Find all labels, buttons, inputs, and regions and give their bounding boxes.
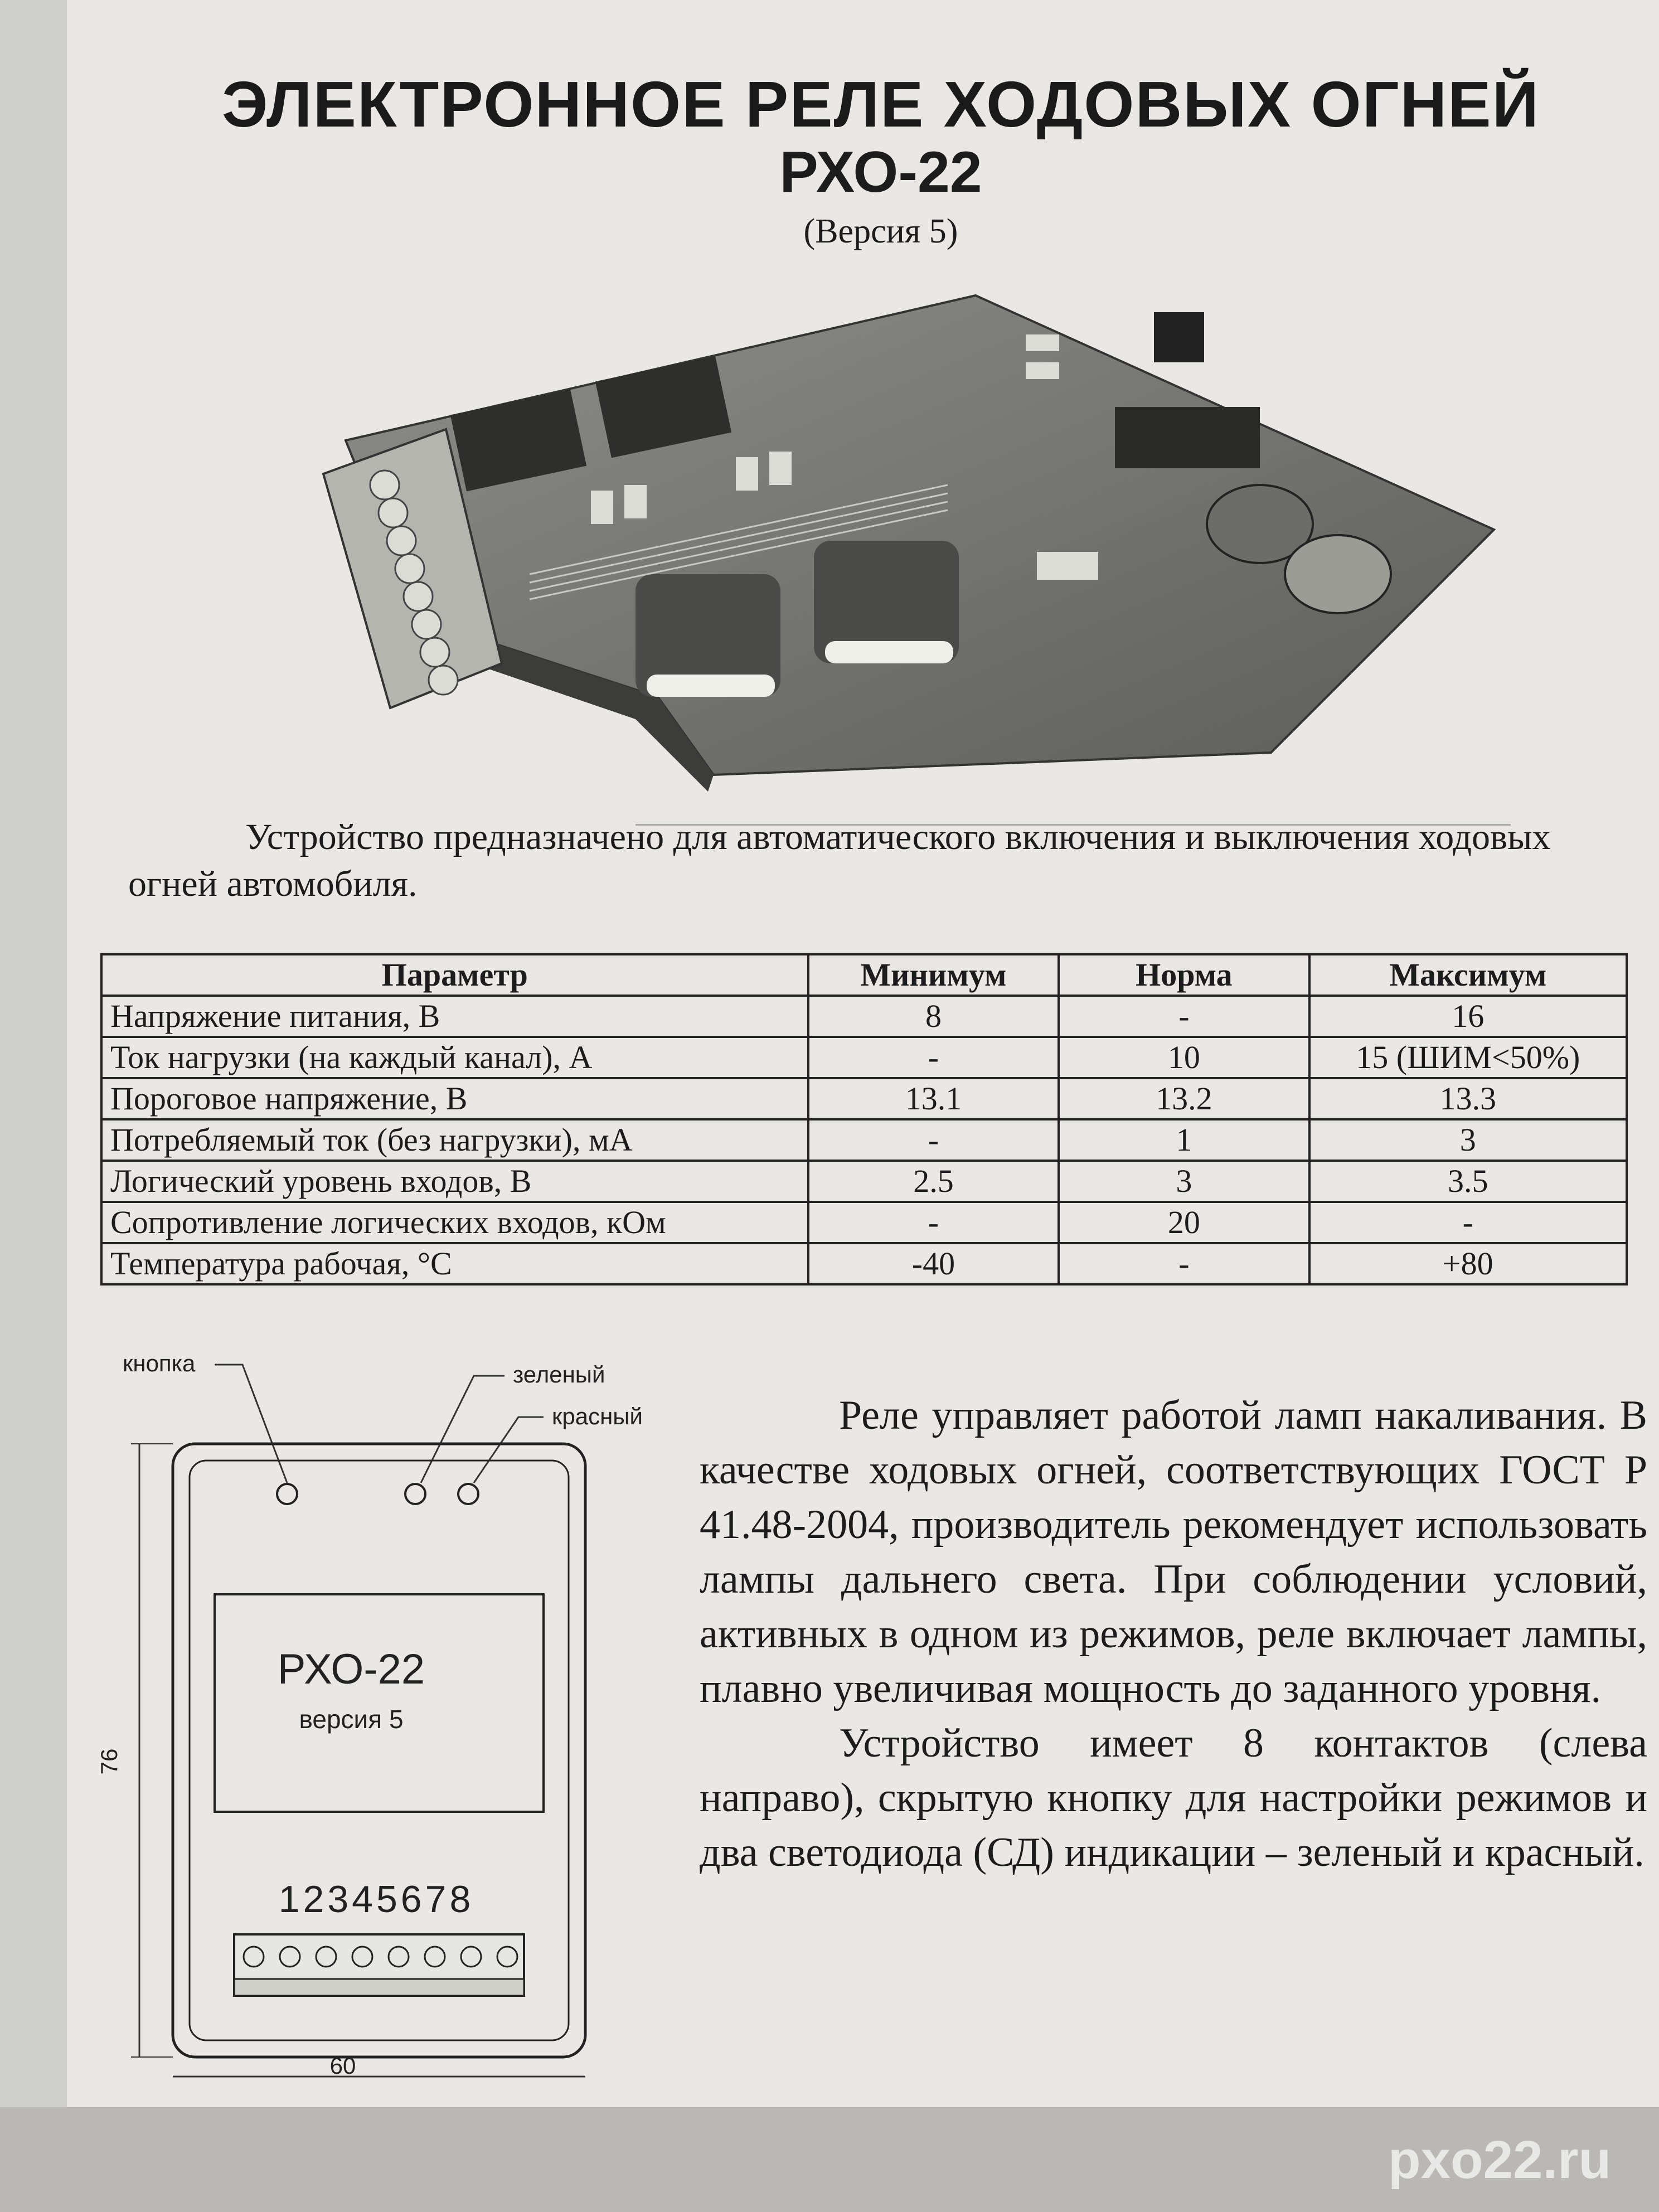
param-cell: Сопротивление логических входов, кОм — [101, 1202, 808, 1243]
param-cell: Ток нагрузки (на каждый канал), А — [101, 1037, 808, 1078]
table-row — [101, 1119, 1627, 1161]
min-cell: - — [808, 1119, 1059, 1161]
device-diagram — [84, 1349, 697, 2085]
max-cell: 3.5 — [1309, 1161, 1627, 1202]
version-subtitle: (Версия 5) — [803, 212, 958, 250]
table-row — [101, 1202, 1627, 1243]
norm-cell: - — [1059, 1243, 1309, 1284]
circuit-board-photo — [279, 262, 1505, 819]
max-cell: - — [1309, 1202, 1627, 1243]
width-dimension: 60 — [329, 2053, 356, 2079]
param-cell: Температура рабочая, °С — [101, 1243, 808, 1284]
norm-cell: - — [1059, 996, 1309, 1037]
min-cell: 13.1 — [808, 1078, 1059, 1119]
button-label: кнопка — [123, 1350, 196, 1376]
table-header-row — [101, 954, 1627, 996]
red-led-icon — [458, 1484, 478, 1504]
site-watermark: pxo22.ru — [1388, 2130, 1612, 2190]
param-cell: Потребляемый ток (без нагрузки), мА — [101, 1119, 808, 1161]
norm-cell: 3 — [1059, 1161, 1309, 1202]
diagram-model: РХО-22 — [277, 1646, 425, 1693]
height-dimension: 76 — [96, 1748, 122, 1775]
norm-cell: 13.2 — [1059, 1078, 1309, 1119]
max-cell: 3 — [1309, 1119, 1627, 1161]
header-param: Параметр — [101, 954, 808, 996]
header-max: Максимум — [1309, 954, 1627, 996]
norm-cell: 1 — [1059, 1119, 1309, 1161]
table-row — [101, 1161, 1627, 1202]
norm-cell: 20 — [1059, 1202, 1309, 1243]
max-cell: 15 (ШИМ<50%) — [1309, 1037, 1627, 1078]
max-cell: 16 — [1309, 996, 1627, 1037]
max-cell: +80 — [1309, 1243, 1627, 1284]
min-cell: -40 — [808, 1243, 1059, 1284]
model-title: РХО-22 — [779, 140, 982, 205]
green-led-label: зеленый — [513, 1361, 605, 1388]
diagram-version: версия 5 — [299, 1705, 404, 1734]
max-cell: 13.3 — [1309, 1078, 1627, 1119]
table-row — [101, 1037, 1627, 1078]
min-cell: - — [808, 1037, 1059, 1078]
table-row — [101, 1078, 1627, 1119]
param-cell: Логический уровень входов, В — [101, 1161, 808, 1202]
pin-numbers: 12345678 — [278, 1878, 474, 1920]
label-area — [215, 1594, 544, 1812]
document-title: ЭЛЕКТРОННОЕ РЕЛЕ ХОДОВЫХ ОГНЕЙ — [222, 68, 1540, 140]
description-paragraph-2: Устройство имеет 8 контактов (слева направо), скрытую кнопку для настройки режимов и два светодиода (СД) индикации – зеленый и красный. — [700, 1720, 1647, 1875]
description-text — [700, 1388, 1647, 1880]
green-led-icon — [405, 1484, 425, 1504]
min-cell: - — [808, 1202, 1059, 1243]
min-cell: 8 — [808, 996, 1059, 1037]
parameters-table — [100, 953, 1628, 1286]
red-led-label: красный — [552, 1403, 643, 1429]
intro-paragraph: Устройство предназначено для автоматического включения и выключения ходовых огней автомобиля. — [128, 817, 1551, 904]
min-cell: 2.5 — [808, 1161, 1059, 1202]
param-cell: Напряжение питания, В — [101, 996, 808, 1037]
button-hole-icon — [277, 1484, 297, 1504]
description-paragraph-1: Реле управляет работой ламп накаливания. В качестве ходовых огней, соответствующих ГОСТ Р 41.48-2004, производитель рекомендует использовать лампы дальнего света. При соблюдении условий, активных в одном из режимов, реле включает лампы, плавно увеличивая мощность до заданного уровня. — [700, 1393, 1647, 1711]
table-row — [101, 996, 1627, 1037]
param-cell: Пороговое напряжение, В — [101, 1078, 808, 1119]
norm-cell: 10 — [1059, 1037, 1309, 1078]
header-norm: Норма — [1059, 954, 1309, 996]
table-row — [101, 1243, 1627, 1284]
header-min: Минимум — [808, 954, 1059, 996]
